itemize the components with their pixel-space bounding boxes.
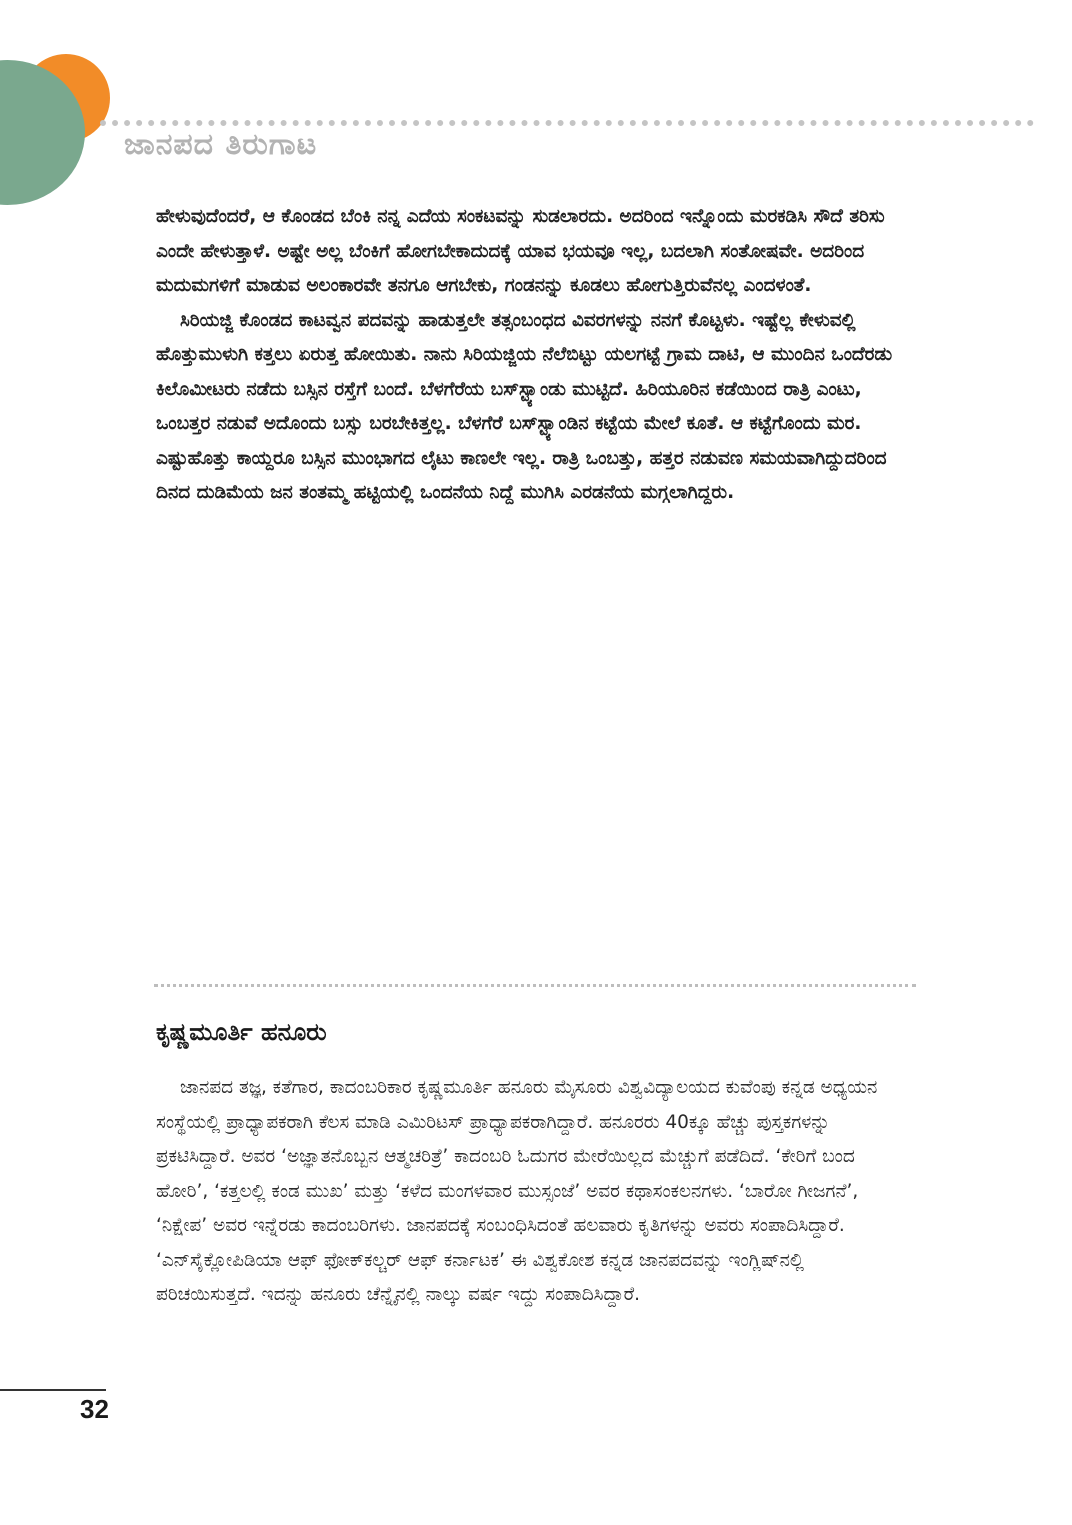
header-dotted-rule: [100, 120, 1034, 126]
story-paragraph-1: ಹೇಳುವುದೆಂದರೆ, ಆ ಕೊಂಡದ ಬೆಂಕಿ ನನ್ನ ಎದೆಯ ಸಂಕಟವನ್ನು ಸುಡಲಾರದು. ಅದರಿಂದ ಇನ್ನೊಂದು ಮರಕಡಿಸಿ ಸೌದೆ ತರಿಸು ಎಂದೇ ಹೇಳುತ್ತಾಳೆ. ಅಷ್ಟೇ ಅಲ್ಲ ಬೆಂಕಿಗೆ ಹೋಗಬೇಕಾದುದಕ್ಕೆ ಯಾವ ಭಯವೂ ಇಲ್ಲ, ಬದಲಾಗಿ ಸಂತೋಷವೇ. ಅದರಿಂದ ಮದುಮಗಳಿಗೆ ಮಾಡುವ ಅಲಂಕಾರವೇ ತನಗೂ ಆಗಬೇಕು, ಗಂಡನನ್ನು ಕೂಡಲು ಹೋಗುತ್ತಿರುವೆನಲ್ಲ ಎಂದಳಂತೆ.: [156, 206, 885, 296]
story-paragraph-2: ಸಿರಿಯಜ್ಜಿ ಕೊಂಡದ ಕಾಟವ್ವನ ಪದವನ್ನು ಹಾಡುತ್ತಲೇ ತತ್ಸಂಬಂಧದ ವಿವರಗಳನ್ನು ನನಗೆ ಕೊಟ್ಟಳು. ಇಷ್ಟೆಲ್ಲ ಕೇಳುವಲ್ಲಿ ಹೊತ್ತುಮುಳುಗಿ ಕತ್ತಲು ಏರುತ್ತ ಹೋಯಿತು. ನಾನು ಸಿರಿಯಜ್ಜಿಯ ನೆಲೆಬಿಟ್ಟು ಯಲಗಟ್ಟೆ ಗ್ರಾಮ ದಾಟಿ, ಆ ಮುಂದಿನ ಒಂದೆರಡು ಕಿಲೊಮೀಟರು ನಡೆದು ಬಸ್ಸಿನ ರಸ್ತೆಗೆ ಬಂದೆ. ಬೆಳಗೆರೆಯ ಬಸ್‌ಸ್ಟ್ಯಾಂಡು ಮುಟ್ಟಿದೆ. ಹಿರಿಯೂರಿನ ಕಡೆಯಿಂದ ರಾತ್ರಿ ಎಂಟು, ಒಂಬತ್ತರ ನಡುವೆ ಅದೊಂದು ಬಸ್ಸು ಬರಬೇಕಿತ್ತಲ್ಲ. ಬೆಳಗೆರೆ ಬಸ್‌ಸ್ಟ್ಯಾಂಡಿನ ಕಟ್ಟೆಯ ಮೇಲೆ ಕೂತೆ. ಆ ಕಟ್ಟೆಗೊಂದು ಮರ. ಎಷ್ಟುಹೊತ್ತು ಕಾಯ್ದರೂ ಬಸ್ಸಿನ ಮುಂಭಾಗದ ಲೈಟು ಕಾಣಲೇ ಇಲ್ಲ. ರಾತ್ರಿ ಒಂಬತ್ತು, ಹತ್ತರ ನಡುವಣ ಸಮಯವಾಗಿದ್ದುದರಿಂದ ದಿನದ ದುಡಿಮೆಯ ಜನ ತಂತಮ್ಮ ಹಟ್ಟಿಯಲ್ಲಿ ಒಂದನೆಯ ನಿದ್ದೆ ಮುಗಿಸಿ ಎರಡನೆಯ ಮಗ್ಗಲಾಗಿದ್ದರು.: [156, 309, 893, 503]
page-number: 32: [80, 1394, 109, 1424]
author-name-heading: ಕೃಷ್ಣಮೂರ್ತಿ ಹನೂರು: [156, 1018, 327, 1046]
section-dotted-divider: [154, 984, 916, 987]
page-number-rule: [0, 1389, 106, 1391]
story-text: [156, 200, 906, 511]
author-bio-paragraph: ಜಾನಪದ ತಜ್ಞ, ಕತೆಗಾರ, ಕಾದಂಬರಿಕಾರ ಕೃಷ್ಣಮೂರ್ತಿ ಹನೂರು ಮೈಸೂರು ವಿಶ್ವವಿದ್ಯಾಲಯದ ಕುವೆಂಪು ಕನ್ನಡ ಅಧ್ಯಯನ ಸಂಸ್ಥೆಯಲ್ಲಿ ಪ್ರಾಧ್ಯಾಪಕರಾಗಿ ಕೆಲಸ ಮಾಡಿ ಎಮಿರಿಟಸ್ ಪ್ರಾಧ್ಯಾಪಕರಾಗಿದ್ದಾರೆ. ಹನೂರರು 40ಕ್ಕೂ ಹೆಚ್ಚು ಪುಸ್ತಕಗಳನ್ನು ಪ್ರಕಟಿಸಿದ್ದಾರೆ. ಅವರ ‘ಅಜ್ಞಾತನೊಬ್ಬನ ಆತ್ಮಚರಿತ್ರೆ’ ಕಾದಂಬರಿ ಓದುಗರ ಮೇರೆಯಿಲ್ಲದ ಮೆಚ್ಚುಗೆ ಪಡೆದಿದೆ. ‘ಕೇರಿಗೆ ಬಂದ ಹೋರಿ’, ‘ಕತ್ತಲಲ್ಲಿ ಕಂಡ ಮುಖ’ ಮತ್ತು ‘ಕಳೆದ ಮಂಗಳವಾರ ಮುಸ್ಸಂಜೆ’ ಅವರ ಕಥಾಸಂಕಲನಗಳು. ‘ಬಾರೋ ಗೀಜಗನೆ’, ‘ನಿಕ್ಷೇಪ’ ಅವರ ಇನ್ನೆರಡು ಕಾದಂಬರಿಗಳು. ಜಾನಪದಕ್ಕೆ ಸಂಬಂಧಿಸಿದಂತೆ ಹಲವಾರು ಕೃತಿಗಳನ್ನು ಅವರು ಸಂಪಾದಿಸಿದ್ದಾರೆ. ‘ಎನ್‌ಸೈಕ್ಲೋಪಿಡಿಯಾ ಆಫ್ ಫೋಕ್‌ಕಲ್ಚರ್ ಆಫ್ ಕರ್ನಾಟಕ’ ಈ ವಿಶ್ವಕೋಶ ಕನ್ನಡ ಜಾನಪದವನ್ನು ಇಂಗ್ಲಿಷ್‌ನಲ್ಲಿ ಪರಿಚಯಿಸುತ್ತದೆ. ಇದನ್ನು ಹನೂರು ಚೆನ್ನೈನಲ್ಲಿ ನಾಲ್ಕು ವರ್ಷ ಇದ್ದು ಸಂಪಾದಿಸಿದ್ದಾರೆ.: [156, 1077, 878, 1305]
running-header-title: ಜಾನಪದ ತಿರುಗಾಟ: [124, 127, 318, 162]
author-bio: [156, 1071, 886, 1313]
